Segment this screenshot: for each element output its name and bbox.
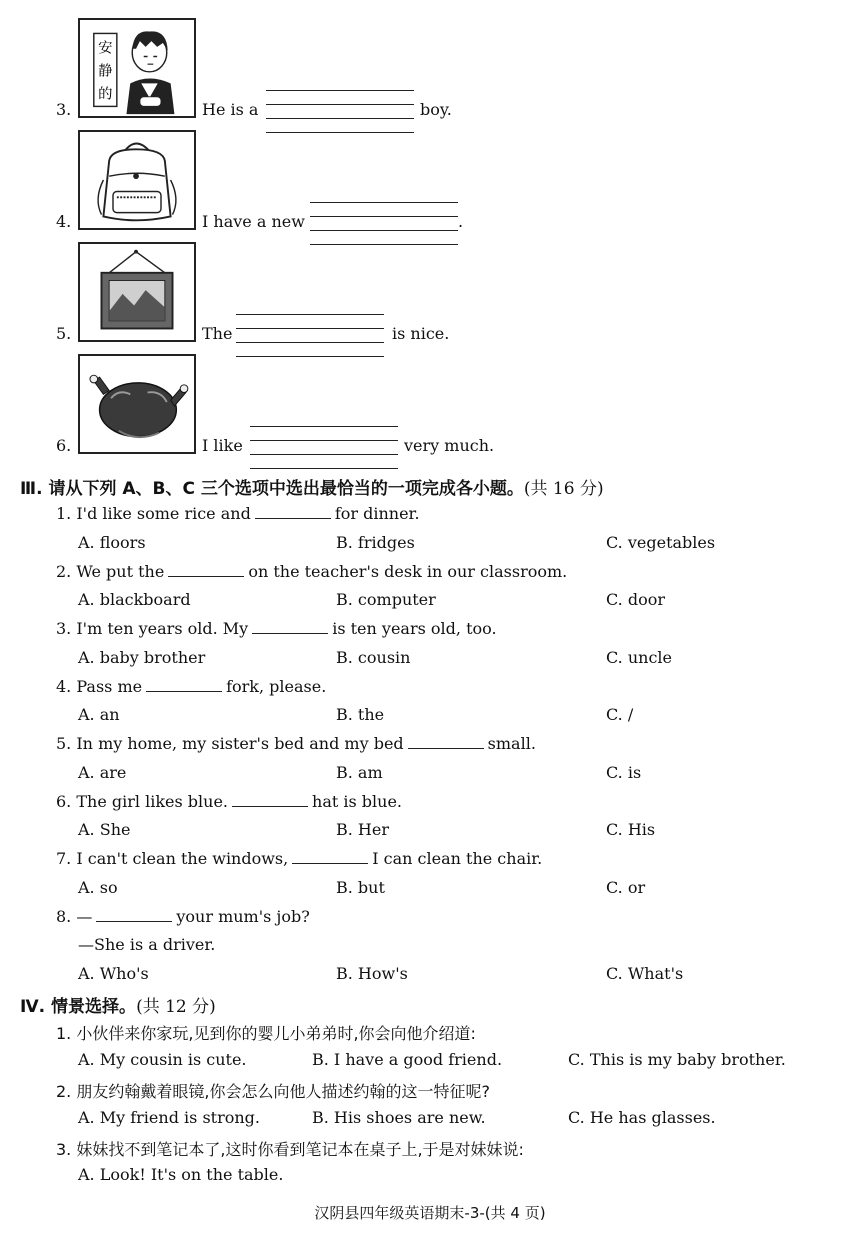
stem-after: your mum's job? — [176, 907, 310, 926]
sentence-suffix: . — [458, 212, 464, 231]
framed-picture — [78, 242, 196, 342]
answer-blank[interactable] — [96, 909, 172, 922]
situation-question-2: 2. 朋友约翰戴着眼镜,你会怎么向他人描述约翰的这一特征呢? — [56, 1082, 490, 1101]
item-number: 5. — [56, 324, 72, 343]
sentence-suffix: boy. — [420, 100, 452, 119]
mc-question-8 — [56, 907, 310, 926]
answer-blank[interactable] — [408, 736, 484, 749]
option-b[interactable]: B. am — [336, 763, 383, 782]
stem-after: for dinner. — [334, 504, 420, 523]
option-a[interactable]: A. are — [78, 763, 127, 782]
badge-char-3: 的 — [98, 86, 113, 103]
answer-blank[interactable] — [292, 851, 368, 864]
stem-before: 4. Pass me — [56, 677, 143, 696]
answer-blank[interactable] — [146, 679, 222, 692]
badge-char-2: 静 — [98, 63, 113, 80]
option-c[interactable]: C. vegetables — [606, 533, 716, 552]
picture-item-6 — [0, 354, 860, 464]
badge-char-1: 安 — [98, 40, 113, 57]
mc-question-5 — [56, 734, 536, 753]
option-a[interactable]: A. Look! It's on the table. — [78, 1165, 284, 1184]
section-4-title: Ⅳ. 情景选择。 — [20, 997, 137, 1017]
option-c[interactable]: C. door — [606, 590, 665, 609]
section-3-title: Ⅲ. 请从下列 A、B、C 三个选项中选出最恰当的一项完成各小题。 — [20, 479, 524, 499]
option-b[interactable]: B. computer — [336, 590, 436, 609]
stem-before: 8. — — [56, 907, 93, 926]
picture-item-4 — [0, 130, 860, 240]
mc-question-7 — [56, 849, 542, 868]
situation-question-3: 3. 妹妹找不到笔记本了,这时你看到笔记本在桌子上,于是对妹妹说: — [56, 1140, 524, 1159]
option-b[interactable]: B. I have a good friend. — [312, 1050, 503, 1069]
page-footer: 汉阴县四年级英语期末-3-(共 4 页) — [314, 1204, 546, 1222]
item-number: 3. — [56, 100, 72, 119]
option-c[interactable]: C. or — [606, 878, 646, 897]
stem-after: I can clean the chair. — [372, 849, 543, 868]
section-3-heading — [20, 474, 604, 499]
option-b[interactable]: B. Her — [336, 820, 389, 839]
option-b[interactable]: B. fridges — [336, 533, 415, 552]
item-number: 4. — [56, 212, 72, 231]
mc-question-2 — [56, 562, 567, 581]
dialogue-reply: —She is a driver. — [78, 935, 216, 954]
mc-question-4 — [56, 677, 326, 696]
stem-after: hat is blue. — [312, 792, 403, 811]
option-a[interactable]: A. She — [78, 820, 131, 839]
option-c[interactable]: C. / — [606, 705, 634, 724]
sentence-suffix: very much. — [404, 436, 495, 455]
sentence-prefix: He is a — [202, 100, 259, 119]
option-b[interactable]: B. the — [336, 705, 385, 724]
stem-before: 1. I'd like some rice and — [56, 504, 251, 523]
mc-question-6 — [56, 792, 402, 811]
situation-question-1: 1. 小伙伴来你家玩,见到你的婴儿小弟弟时,你会向他介绍道: — [56, 1024, 476, 1043]
section-4-heading — [20, 992, 216, 1017]
option-c[interactable]: C. What's — [606, 964, 684, 983]
stem-after: fork, please. — [226, 677, 327, 696]
option-c[interactable]: C. His — [606, 820, 656, 839]
option-a[interactable]: A. floors — [78, 533, 146, 552]
option-a[interactable]: A. Who's — [78, 964, 149, 983]
quiet-boy-icon — [80, 20, 194, 116]
picture-item-5 — [0, 242, 860, 352]
section-4-score: (共 12 分) — [136, 997, 216, 1017]
schoolbag-icon — [80, 132, 194, 228]
option-a[interactable]: A. My cousin is cute. — [78, 1050, 247, 1069]
stem-after: small. — [487, 734, 536, 753]
answer-blank[interactable] — [168, 564, 244, 577]
option-a[interactable]: A. blackboard — [78, 590, 191, 609]
option-a[interactable]: A. baby brother — [78, 648, 206, 667]
option-b[interactable]: B. His shoes are new. — [312, 1108, 486, 1127]
option-a[interactable]: A. an — [78, 705, 120, 724]
stem-before: 7. I can't clean the windows, — [56, 849, 289, 868]
framed-picture-icon — [80, 244, 194, 340]
option-a[interactable]: A. My friend is strong. — [78, 1108, 260, 1127]
answer-blank[interactable] — [252, 621, 328, 634]
item-number: 6. — [56, 436, 72, 455]
stem-after: is ten years old, too. — [332, 619, 497, 638]
sentence-prefix: I like — [202, 436, 243, 455]
stem-after: on the teacher's desk in our classroom. — [248, 562, 568, 581]
option-b[interactable]: B. cousin — [336, 648, 411, 667]
option-b[interactable]: B. How's — [336, 964, 408, 983]
picture-item-3 — [0, 18, 860, 128]
stem-before: 5. In my home, my sister's bed and my bed — [56, 734, 404, 753]
stem-before: 2. We put the — [56, 562, 165, 581]
roast-chicken-icon — [80, 356, 194, 452]
sentence-prefix: The — [202, 324, 233, 343]
mc-question-1 — [56, 504, 420, 523]
sentence-suffix: is nice. — [392, 324, 450, 343]
mc-question-3 — [56, 619, 497, 638]
schoolbag-picture — [78, 130, 196, 230]
answer-blank[interactable] — [232, 794, 308, 807]
option-c[interactable]: C. This is my baby brother. — [568, 1050, 786, 1069]
sentence-prefix: I have a new — [202, 212, 305, 231]
option-c[interactable]: C. is — [606, 763, 642, 782]
option-c[interactable]: C. He has glasses. — [568, 1108, 716, 1127]
stem-before: 3. I'm ten years old. My — [56, 619, 249, 638]
quiet-boy-picture — [78, 18, 196, 118]
answer-blank[interactable] — [255, 506, 331, 519]
option-a[interactable]: A. so — [78, 878, 118, 897]
option-c[interactable]: C. uncle — [606, 648, 672, 667]
option-b[interactable]: B. but — [336, 878, 385, 897]
stem-before: 6. The girl likes blue. — [56, 792, 229, 811]
roast-chicken-picture — [78, 354, 196, 454]
section-3-score: (共 16 分) — [523, 479, 604, 499]
